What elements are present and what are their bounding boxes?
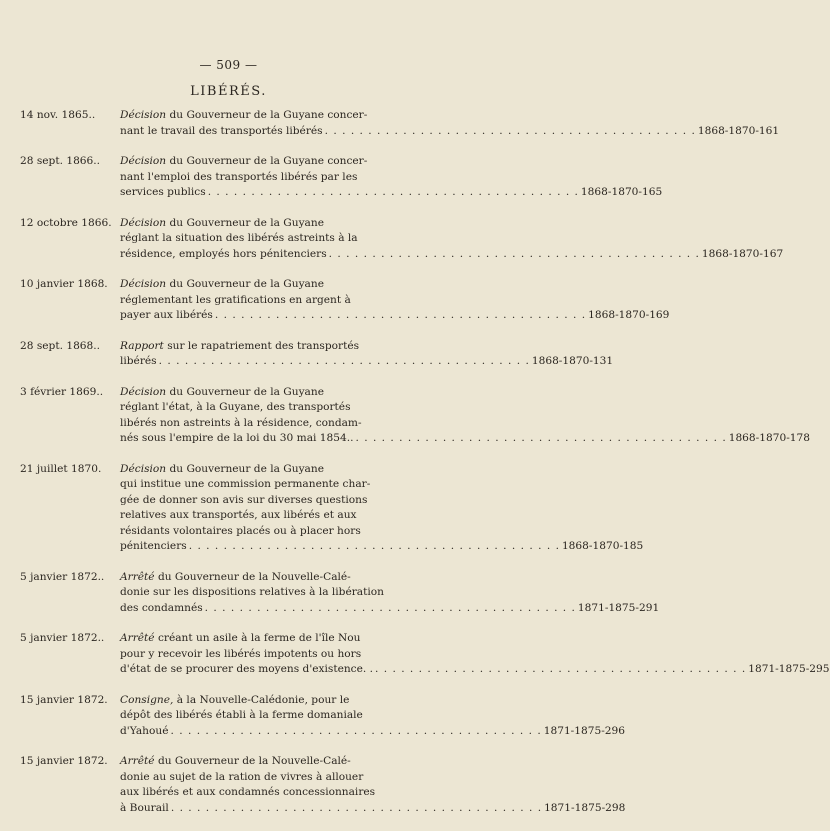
entry-text: sur le rapatriement des transportés — [167, 339, 360, 352]
entry-line — [120, 277, 669, 293]
entry-line — [120, 508, 643, 524]
entry-line — [120, 585, 659, 601]
entry-text: nés sous l'empire de la loi du 30 mai 1854.. — [120, 432, 354, 444]
entry-reference: 1868-1870-165 — [580, 186, 663, 198]
entry-doc-type: Décision — [120, 462, 167, 475]
entry-date: 10 janvier 1868. — [20, 278, 108, 290]
entry-reference: 1868-1870-178 — [728, 432, 811, 444]
entry-reference: 1868-1870-169 — [588, 309, 670, 321]
entry-text: libérés non astreints à la résidence, condam- — [120, 416, 362, 429]
entry-line — [120, 385, 810, 401]
entry-doc-type: Décision — [120, 385, 167, 398]
list-item — [20, 154, 663, 201]
dot-leader: . . . . . . . . . . . . . . . . . . . . . . . . . . . . . . . . . . . . . . . . . . . — [170, 801, 543, 814]
entry-text: relatives aux transportés, aux libérés et aux — [120, 509, 357, 521]
entry-body — [120, 277, 669, 324]
entry-doc-type: Décision — [120, 216, 167, 229]
entry-line — [120, 647, 830, 663]
entry-line — [120, 431, 810, 447]
entry-text: d'état de se procurer des moyens d'existence. . — [120, 663, 373, 675]
entry-body — [120, 693, 625, 740]
entry-date: 21 juillet 1870. — [20, 462, 102, 475]
dot-leader: . . . . . . . . . . . . . . . . . . . . . . . . . . . . . . . . . . . . . . . . . . . — [328, 247, 700, 260]
entry-line — [120, 231, 783, 247]
entry-body — [120, 216, 783, 263]
dot-leader: . . . . . . . . . . . . . . . . . . . . . . . . . . . . . . . . . . . . . . . . . . . — [207, 186, 579, 198]
list-item — [20, 385, 811, 447]
dot-leader: . . . . . . . . . . . . . . . . . . . . . . . . . . . . . . . . . . . . . . . . . . . — [204, 601, 576, 614]
list-item — [20, 693, 626, 740]
entry-doc-type: Décision — [120, 278, 167, 290]
entry-doc-type: Arrêté — [120, 570, 155, 583]
entry-text: à la Nouvelle-Calédonie, pour le — [176, 693, 350, 706]
entry-text: du Gouverneur de la Guyane — [169, 278, 324, 290]
entry-text: pénitenciers — [120, 540, 187, 552]
entry-line — [120, 662, 830, 678]
entry-list — [20, 108, 830, 831]
entry-line — [120, 462, 643, 478]
entry-reference: 1868-1870-167 — [701, 247, 784, 260]
entry-body — [120, 385, 810, 447]
entry-date: 3 février 1869.. — [20, 385, 104, 398]
entry-text: du Gouverneur de la Guyane concer- — [169, 155, 368, 167]
list-item — [20, 339, 614, 370]
entry-line — [120, 185, 662, 201]
section-title: LIBÉRÉS. — [190, 84, 267, 99]
entry-line — [120, 416, 810, 432]
entry-text: payer aux libérés — [120, 309, 213, 321]
entry-text: donie sur les dispositions relatives à la libération — [120, 586, 384, 598]
list-item — [20, 108, 780, 139]
dot-leader: . . . . . . . . . . . . . . . . . . . . . . . . . . . . . . . . . . . . . . . . . . . — [324, 124, 696, 137]
entry-line — [120, 754, 625, 770]
entry-line — [120, 631, 830, 647]
list-item — [20, 754, 626, 816]
entry-text: réglementant les gratifications en argent à — [120, 293, 351, 306]
entry-doc-type: Arrêté — [120, 755, 155, 767]
entry-line — [120, 785, 625, 801]
entry-line — [120, 708, 625, 724]
entry-line — [120, 770, 625, 786]
entry-body — [120, 339, 613, 370]
entry-body — [120, 154, 662, 201]
entry-text: réglant l'état, à la Guyane, des transportés — [120, 401, 351, 413]
entry-text: à Bourail — [120, 801, 169, 814]
entry-reference: 1871-1875-295 — [748, 663, 830, 675]
entry-line — [120, 493, 643, 509]
entry-line — [120, 570, 659, 586]
entry-text: aux libérés et aux condamnés concessionnaires — [120, 786, 376, 798]
list-item — [20, 570, 660, 617]
entry-text: nant l'emploi des transportés libérés par les — [120, 170, 358, 183]
entry-body — [120, 570, 659, 617]
entry-doc-type: Décision — [120, 155, 167, 167]
entry-date: 15 janvier 1872. — [20, 693, 108, 706]
entry-line — [120, 601, 659, 617]
entry-text: libérés — [120, 355, 157, 367]
list-item — [20, 631, 830, 678]
dot-leader: . . . . . . . . . . . . . . . . . . . . . . . . . . . . . . . . . . . . . . . . . . . — [170, 724, 542, 737]
list-item — [20, 277, 670, 324]
entry-line — [120, 339, 613, 355]
dot-leader: . . . . . . . . . . . . . . . . . . . . . . . . . . . . . . . . . . . . . . . . . . . — [355, 432, 727, 444]
entry-line — [120, 801, 625, 817]
entry-text: du Gouverneur de la Nouvelle-Calé- — [157, 755, 351, 767]
entry-text: résidence, employés hors pénitenciers — [120, 247, 327, 260]
entry-reference: 1868-1870-131 — [531, 355, 614, 367]
entry-text: résidants volontaires placés ou à placer hors — [120, 524, 361, 537]
entry-line — [120, 724, 625, 740]
entry-date: 28 sept. 1866.. — [20, 155, 101, 167]
entry-reference: 1871-1875-298 — [544, 801, 626, 814]
entry-text: du Gouverneur de la Guyane — [169, 462, 324, 475]
entry-text: pour y recevoir les libérés impotents ou hors — [120, 647, 362, 660]
entry-line — [120, 308, 669, 324]
entry-doc-type: Consigne, — [120, 693, 174, 706]
dot-leader: . . . . . . . . . . . . . . . . . . . . . . . . . . . . . . . . . . . . . . . . . . . — [188, 540, 560, 552]
list-item — [20, 216, 784, 263]
entry-line — [120, 170, 662, 186]
entry-body — [120, 108, 779, 139]
entry-doc-type: Arrêté — [120, 632, 155, 644]
dot-leader: . . . . . . . . . . . . . . . . . . . . . . . . . . . . . . . . . . . . . . . . . . . — [214, 309, 587, 321]
entry-line — [120, 124, 779, 140]
dot-leader: . . . . . . . . . . . . . . . . . . . . . . . . . . . . . . . . . . . . . . . . . . . — [158, 355, 530, 367]
entry-body — [120, 754, 625, 816]
entry-text: du Gouverneur de la Guyane — [169, 385, 324, 398]
entry-line — [120, 524, 643, 540]
entry-date: 15 janvier 1872. — [20, 755, 108, 767]
entry-line — [120, 247, 783, 263]
entry-body — [120, 631, 830, 678]
entry-text: services publics — [120, 186, 206, 198]
entry-body — [120, 462, 643, 555]
entry-text: donie au sujet de la ration de vivres à allouer — [120, 770, 364, 783]
entry-date: 5 janvier 1872.. — [20, 570, 105, 583]
entry-reference: 1871-1875-296 — [543, 724, 626, 737]
entry-text: gée de donner son avis sur diverses questions — [120, 493, 368, 506]
entry-date: 14 nov. 1865.. — [20, 109, 96, 121]
entry-text: qui institue une commission permanente char- — [120, 478, 371, 490]
entry-line — [120, 108, 779, 124]
entry-reference: 1868-1870-185 — [561, 540, 644, 552]
entry-text: du Gouverneur de la Guyane concer- — [169, 109, 368, 121]
entry-text: nant le travail des transportés libérés — [120, 124, 323, 137]
entry-text: d'Yahoué — [120, 724, 169, 737]
entry-line — [120, 477, 643, 493]
entry-line — [120, 693, 625, 709]
entry-text: du Gouverneur de la Guyane — [169, 216, 324, 229]
page-number: — 509 — — [199, 58, 258, 72]
entry-line — [120, 354, 613, 370]
entry-reference: 1868-1870-161 — [697, 124, 780, 137]
entry-doc-type: Rapport — [120, 339, 164, 352]
entry-line — [120, 400, 810, 416]
entry-text: des condamnés — [120, 601, 203, 614]
entry-date: 5 janvier 1872.. — [20, 632, 105, 644]
entry-line — [120, 539, 643, 555]
entry-line — [120, 293, 669, 309]
entry-date: 28 sept. 1868.. — [20, 339, 101, 352]
entry-line — [120, 216, 783, 232]
entry-doc-type: Décision — [120, 109, 167, 121]
entry-reference: 1871-1875-291 — [577, 601, 660, 614]
entry-text: dépôt des libérés établi à la ferme domaniale — [120, 709, 363, 721]
entry-text: réglant la situation des libérés astreints à la — [120, 232, 358, 244]
entry-text: créant un asile à la ferme de l'île Nou — [157, 632, 361, 644]
entry-line — [120, 154, 662, 170]
list-item — [20, 462, 644, 555]
dot-leader: . . . . . . . . . . . . . . . . . . . . . . . . . . . . . . . . . . . . . . . . . . . — [374, 663, 747, 675]
entry-text: du Gouverneur de la Nouvelle-Calé- — [157, 570, 351, 583]
entry-date: 12 octobre 1866. — [20, 216, 112, 229]
